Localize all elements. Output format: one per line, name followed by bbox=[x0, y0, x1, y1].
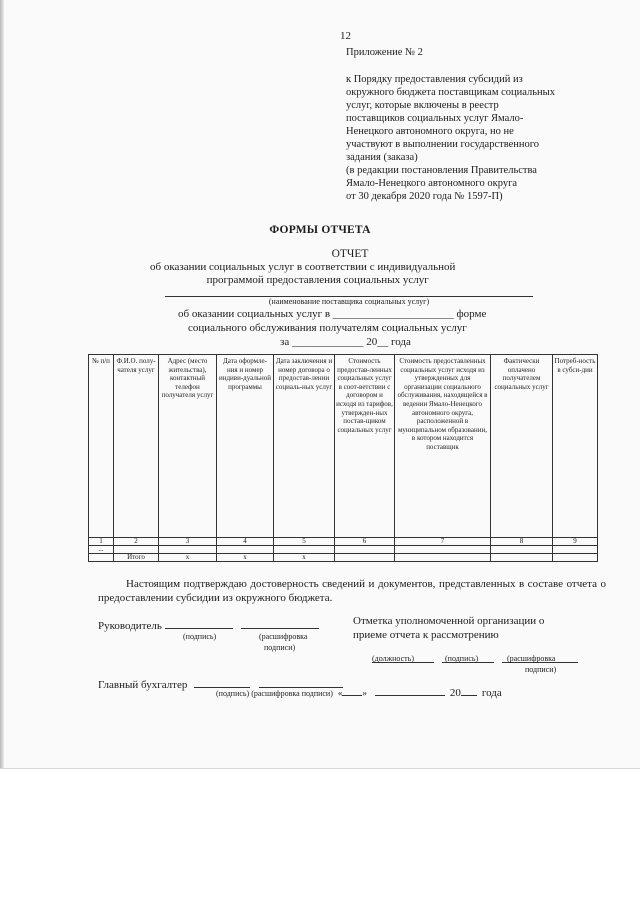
day-line bbox=[342, 685, 362, 696]
report-form-line: об оказании социальных услуг в ______________________ форме bbox=[178, 308, 487, 320]
provider-name-hint: (наименование поставщика социальных услуг) bbox=[268, 297, 430, 306]
table-row-numbers bbox=[89, 538, 598, 546]
number-cell: 8 bbox=[491, 538, 553, 546]
report-table bbox=[88, 354, 598, 562]
table-cell bbox=[491, 554, 553, 562]
year-prefix: 20 bbox=[449, 687, 461, 699]
basis-line: поставщиков социальных услуг Ямало- bbox=[346, 113, 524, 124]
header-cell: Адрес (место жительства), контактный телефон получателя услуг bbox=[159, 355, 217, 538]
report-form-text bbox=[178, 307, 486, 349]
total-label-cell: Итого bbox=[114, 554, 159, 562]
forms-title: ФОРМЫ ОТЧЕТА bbox=[269, 224, 371, 236]
basis-line: к Порядку предоставления субсидий из bbox=[346, 74, 523, 85]
mark-decode-hint-1: (расшифровка bbox=[507, 654, 556, 663]
page-number: 12 bbox=[340, 30, 351, 42]
table-cell: ... bbox=[89, 546, 114, 554]
basis-line: Ненецкого автономного округа, но не bbox=[346, 126, 514, 137]
acceptance-mark-line: приеме отчета к рассмотрению bbox=[353, 629, 499, 641]
number-cell: 4 bbox=[217, 538, 274, 546]
basis-line: окружного бюджета поставщикам социальных bbox=[346, 87, 555, 98]
report-title: ОТЧЕТ bbox=[331, 248, 369, 260]
chief-accountant-label: Главный бухгалтер bbox=[98, 679, 188, 691]
confirmation-statement: Настоящим подтверждаю достоверность сведений и документов, представленных в составе отчета о предоставлении субсидии из окружного бюджета. bbox=[98, 578, 606, 604]
table-cell bbox=[395, 546, 491, 554]
table-cell bbox=[491, 546, 553, 554]
basis-line: от 30 декабря 2020 года № 1597-П) bbox=[346, 191, 503, 202]
table-cell: х bbox=[159, 554, 217, 562]
basis-line: Ямало-Ненецкого автономного округа bbox=[346, 178, 518, 189]
table-header-row bbox=[89, 355, 598, 538]
report-subtitle-line: об оказании социальных услуг в соответствии с индивидуальной bbox=[150, 261, 456, 273]
header-cell: Стоимость предостав-ленных социальных услуг в соот-ветствии с договором и исходя из тарифов, утвержден-ных постав-щиком социальных услуг bbox=[335, 355, 395, 538]
head-label: Руководитель bbox=[98, 620, 162, 632]
appendix-basis bbox=[346, 73, 555, 203]
header-cell: Потреб-ность в субси-дии bbox=[553, 355, 598, 538]
year-line bbox=[461, 685, 477, 696]
report-form-line: социального обслуживания получателям социальных услуг bbox=[188, 322, 467, 334]
basis-line: (в редакции постановления Правительства bbox=[346, 165, 537, 176]
header-cell: Фактически оплачено получателем социальных услуг bbox=[491, 355, 553, 538]
table-row-total bbox=[89, 554, 598, 562]
mark-signature-hint: (подпись) bbox=[445, 654, 479, 663]
basis-line: услуг, которые включены в реестр bbox=[346, 100, 499, 111]
number-cell: 2 bbox=[114, 538, 159, 546]
head-signature-row bbox=[98, 618, 319, 632]
year-suffix: года bbox=[481, 687, 502, 699]
report-subtitle-line: программой предоставления социальных услуг bbox=[206, 274, 429, 286]
table-cell bbox=[335, 546, 395, 554]
header-cell: Ф.И.О. полу-чателя услуг bbox=[114, 355, 159, 538]
basis-line: участвуют в выполнении государственного bbox=[346, 139, 540, 150]
table-cell bbox=[335, 554, 395, 562]
number-cell: 6 bbox=[335, 538, 395, 546]
appendix-label: Приложение № 2 bbox=[346, 47, 423, 58]
accountant-hint: (подпись) (расшифровка подписи) bbox=[216, 689, 333, 698]
head-decode-line bbox=[241, 618, 319, 629]
header-cell: Стоимость предоставленных социальных услуг исходя из утвержденных для организации социального обслуживания, находящейся в ведении Ямало-Ненецкого автономного округа, расположенной в муниципальном образовании, в котором находится поставщик bbox=[395, 355, 491, 538]
number-cell: 7 bbox=[395, 538, 491, 546]
report-form-line: за _____________ 20__ года bbox=[258, 336, 411, 348]
table-cell bbox=[395, 554, 491, 562]
date-close-quote: » bbox=[362, 688, 367, 698]
number-cell: 5 bbox=[274, 538, 335, 546]
table-cell bbox=[553, 554, 598, 562]
head-signature-line bbox=[165, 618, 233, 629]
table-cell bbox=[553, 546, 598, 554]
header-cell: № п/п bbox=[89, 355, 114, 538]
head-decode-hint-2: подписи) bbox=[264, 643, 296, 652]
table-cell: х bbox=[274, 554, 335, 562]
acceptance-mark bbox=[353, 614, 544, 642]
position-hint: (должность) bbox=[372, 654, 414, 663]
table-row-ellipsis bbox=[89, 546, 598, 554]
header-cell: Дата заключения и номер договора о предостав-лении социаль-ных услуг bbox=[274, 355, 335, 538]
number-cell: 3 bbox=[159, 538, 217, 546]
table-cell: х bbox=[217, 554, 274, 562]
acceptance-mark-line: Отметка уполномоченной организации о bbox=[353, 615, 545, 627]
number-cell: 9 bbox=[553, 538, 598, 546]
table-cell bbox=[89, 554, 114, 562]
mark-decode-hint-2: подписи) bbox=[525, 665, 557, 674]
basis-line: задания (заказа) bbox=[346, 152, 418, 163]
head-decode-hint-1: (расшифровка bbox=[259, 632, 308, 641]
accountant-date-row bbox=[216, 685, 502, 699]
number-cell: 1 bbox=[89, 538, 114, 546]
header-cell: Дата оформле-ния и номер индиви-дуальной программы bbox=[217, 355, 274, 538]
month-line bbox=[375, 685, 445, 696]
date-open-quote: « bbox=[337, 688, 343, 698]
report-subtitle bbox=[150, 261, 455, 287]
head-signature-hint: (подпись) bbox=[183, 632, 217, 641]
